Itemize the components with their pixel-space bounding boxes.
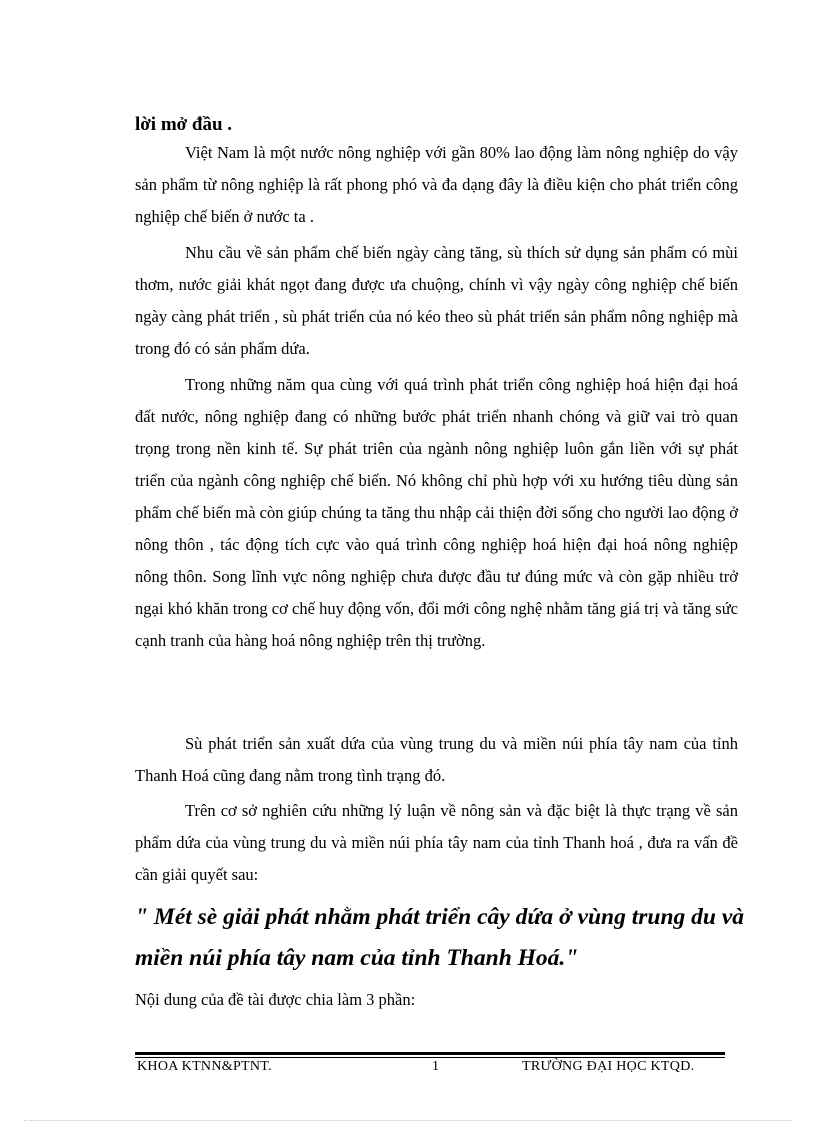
paragraph-2: Nhu cầu về sản phẩm chế biến ngày càng tăng, sù thích sử dụng sản phẩm có mùi thơm, nước giải khát ngọt đang được ưa chuộng, chính vì vậy ngày công nghiệp chế biến ngày càng phát triển , sù phát triển của nó kéo theo sù phát triển sản phẩm nông nghiệp mà trong đó có sản phẩm dứa. — [135, 243, 738, 358]
paragraph-1: Việt Nam là một nước nông nghiệp với gần 80% lao động làm nông nghiệp do vậy sản phẩm từ nông nghiệp là rất phong phó và đa dạng đây là điều kiện cho phát triển công nghiệp chế biến ở nước ta . — [135, 143, 738, 226]
footer-rule-thin — [135, 1057, 725, 1058]
paragraph-5: Trên cơ sở nghiên cứu những lý luận về nông sản và đặc biệt là thực trạng về sản phẩm dứa của vùng trung du và miền núi phía tây nam của tỉnh Thanh hoá , đưa ra vấn đề cần giải quyết sau: — [135, 801, 738, 884]
footer-page-number: 1 — [432, 1059, 440, 1074]
page-edge-divider — [24, 1120, 792, 1121]
section-heading: lời mở đầu . — [135, 114, 233, 135]
paragraph-3: Trong những năm qua cùng với quá trình phát triển công nghiệp hoá hiện đại hoá đất nước, nông nghiệp đang có những bước phát triển nhanh chóng và giữ vai trò quan trọng trong nền kinh tế. Sự phát triên của ngành nông nghiệp luôn gắn liền với sự phát triển của ngành công nghiệp chế biến. Nó không chỉ phù hợp với xu hướng tiêu dùng sản phẩm chế biến mà còn giúp chúng ta tăng thu nhập cải thiện đời sống cho người lao động ở nông thôn , tác động tích cực vào quá trình công nghiệp hoá hiện đại hoá nông nghiệp nông thôn. Song lĩnh vực nông nghiệp chưa được đầu tư đúng mức và còn gặp nhiều trở ngại khó khăn trong cơ chế huy động vốn, đổi mới công nghệ nhằm tăng giá trị và tăng sức cạnh tranh của hàng hoá nông nghiệp trên thị trường. — [135, 375, 738, 650]
paragraph-4: Sù phát triển sản xuất dứa của vùng trung du và miền núi phía tây nam của tỉnh Thanh Hoá cũng đang nằm trong tình trạng đó. — [135, 734, 738, 785]
footer-faculty: KHOA KTNN&PTNT. — [137, 1059, 272, 1074]
contents-intro: Nội dung của đề tài được chia làm 3 phần: — [135, 990, 416, 1009]
footer-university: TRƯỜNG ĐẠI HỌC KTQD. — [522, 1059, 695, 1074]
footer-rule — [135, 1052, 725, 1055]
thesis-title: " Mét sè giải phát nhằm phát triển cây dứa ở vùng trung du và miền núi phía tây nam của tỉnh Thanh Hoá." — [135, 904, 745, 971]
